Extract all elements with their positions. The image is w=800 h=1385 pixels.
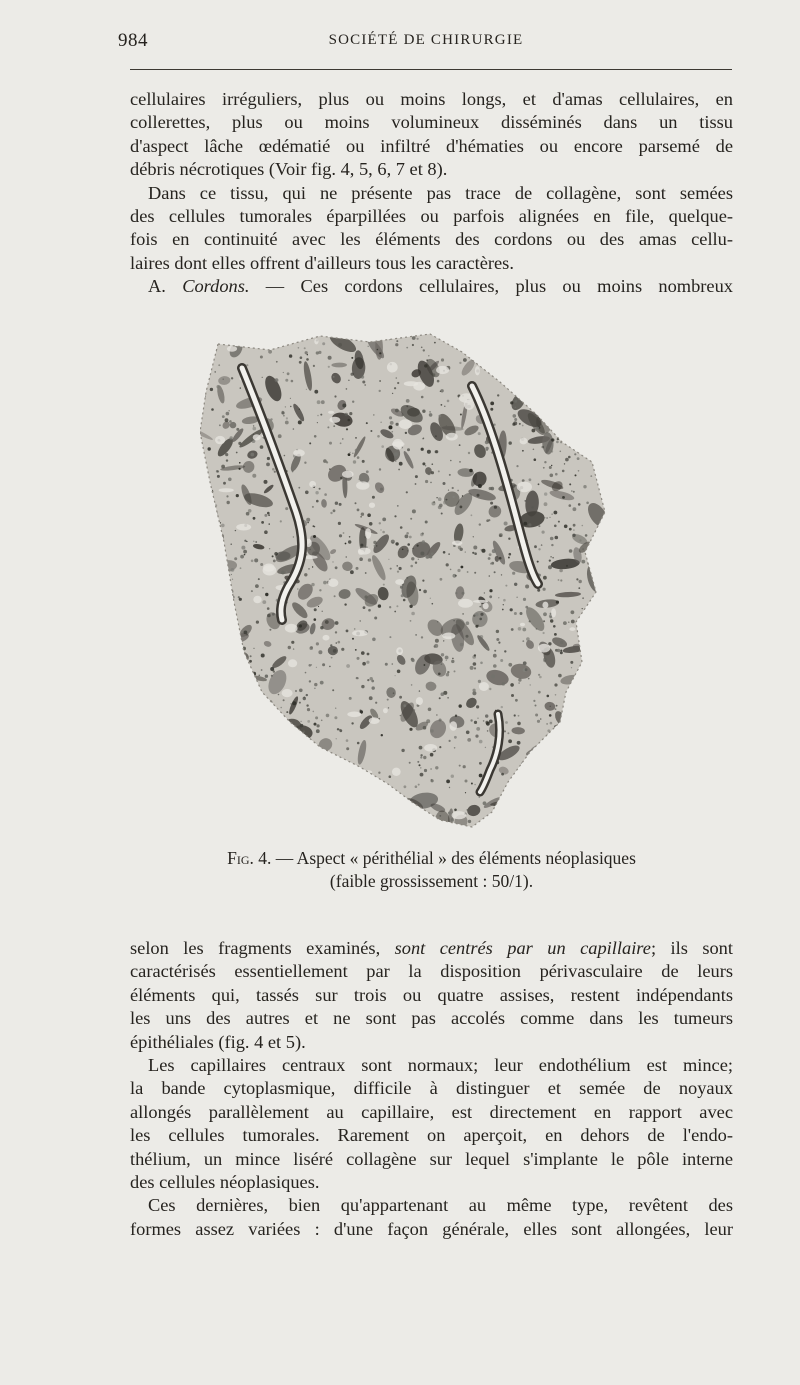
text-line: collerettes, plus ou moins volumineux disséminés dans un tissu (130, 112, 733, 133)
running-title: SOCIÉTÉ DE CHIRURGIE (328, 32, 524, 48)
text-line: thélium, un mince liséré collagène sur lequel s'implante le pôle interne (130, 1148, 733, 1169)
text-line: Ces dernières, bien qu'appartenant au même type, revêtent des (148, 1195, 733, 1216)
text-block-top (130, 88, 733, 299)
text-line: d'aspect lâche œdématié ou infiltré d'hématies ou encore parsemé de (130, 135, 733, 156)
text-block-bottom (130, 937, 733, 1241)
figure-label: Fig. 4. (227, 848, 272, 868)
section-text: — Ces cordons cellulaires, plus ou moins nombreux (249, 276, 733, 297)
text-line: formes assez variées : d'une façon générale, elles sont allongées, leur (130, 1218, 733, 1239)
text-line: laires dont elles offrent d'ailleurs tous les caractères. (130, 252, 514, 273)
text-line: Les capillaires centraux sont normaux; leur endothélium est mince; (148, 1055, 733, 1076)
text-line: caractérisés essentiellement par la disposition périvasculaire de leurs (130, 961, 733, 982)
text-line: les uns des autres et ne sont pas accolés comme dans les tumeurs (130, 1008, 733, 1029)
section-title-italic: Cordons. (182, 276, 250, 297)
text-line: les cellules tumorales. Rarement on aperçoit, en dehors de l'endo- (130, 1125, 733, 1146)
text-line: débris nécrotiques (Voir fig. 4, 5, 6, 7 et 8). (130, 159, 448, 180)
text-line (130, 937, 733, 960)
page-header (118, 30, 734, 56)
text-line: cellulaires irréguliers, plus ou moins longs, et d'amas cellulaires, en (130, 89, 733, 109)
caption-line-2: (faible grossissement : 50/1). (329, 871, 534, 891)
caption-line-1 (130, 847, 733, 870)
text-span: ; ils sont (650, 938, 733, 958)
section-label: A. (148, 276, 183, 297)
text-line: des cellules tumorales éparpillées ou parfois alignées en file, quelque- (130, 206, 733, 227)
text-line: éléments qui, tassés sur trois ou quatre assises, restent indépendants (130, 984, 733, 1005)
page-number: 984 (118, 30, 148, 51)
figure-4-micrograph (200, 322, 620, 838)
text-line: épithéliales (fig. 4 et 5). (130, 1031, 306, 1052)
caption-text: — Aspect « périthélial » des éléments néoplasiques (271, 848, 636, 868)
section-heading-line (130, 275, 733, 298)
micrograph-illustration (200, 322, 620, 838)
text-line: Dans ce tissu, qui ne présente pas trace de collagène, sont semées (148, 182, 733, 203)
figure-caption (130, 847, 733, 893)
text-line: la bande cytoplasmique, difficile à distinguer et semée de noyaux (130, 1078, 733, 1099)
text-span: selon les fragments examinés, (130, 938, 395, 958)
text-line: des cellules néoplasiques. (130, 1172, 320, 1193)
text-span-italic: sont centrés par un capillaire (394, 938, 651, 958)
text-line: allongés parallèlement au capillaire, est directement en rapport avec (130, 1101, 733, 1122)
header-rule (130, 69, 732, 70)
text-line: fois en continuité avec les éléments des cordons ou des amas cellu- (130, 229, 733, 250)
